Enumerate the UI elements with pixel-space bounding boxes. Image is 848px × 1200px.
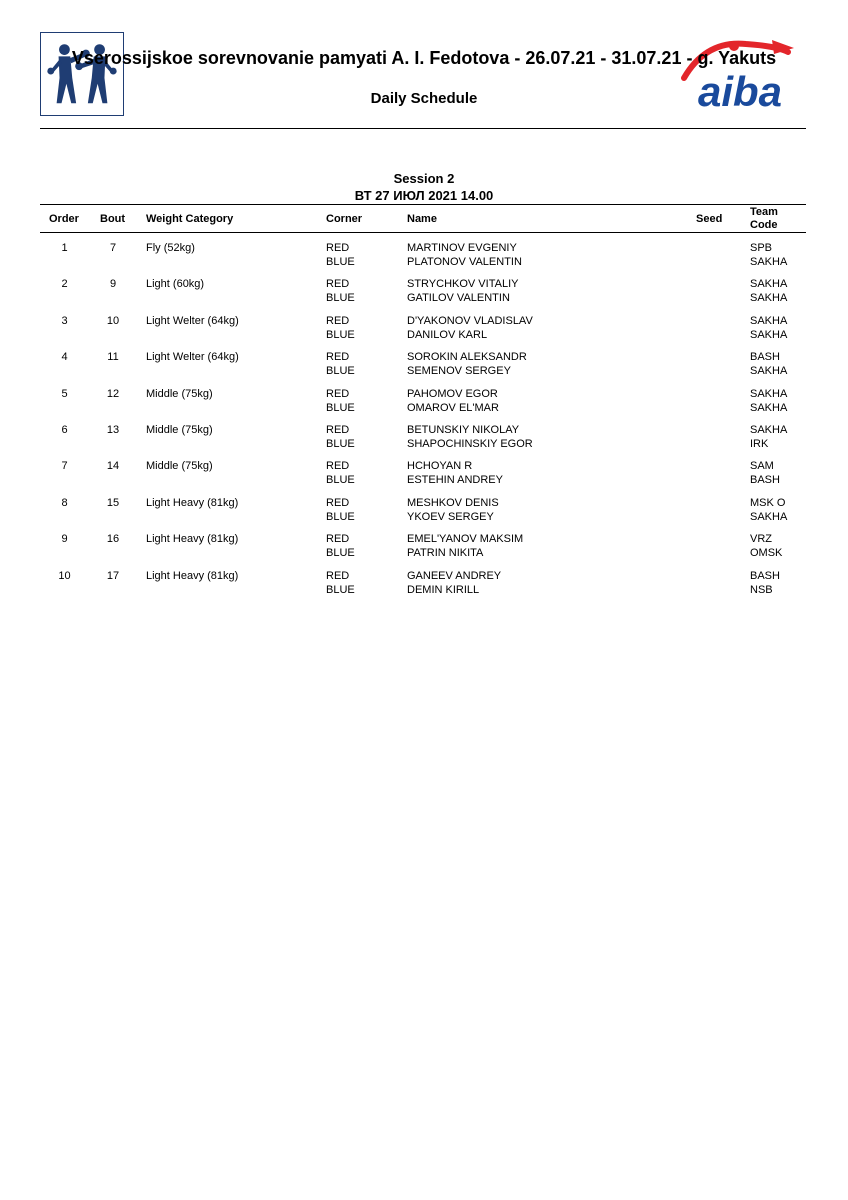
- corner-red-cell: RED: [326, 423, 350, 436]
- bout-cell: 7: [109, 242, 117, 254]
- bout-cell: 16: [106, 533, 120, 546]
- red-boxer-name: SOROKIN ALEKSANDR: [407, 351, 527, 364]
- weight-category-cell: Light Heavy (81kg): [146, 569, 239, 582]
- table-header: [40, 204, 806, 233]
- bout-cell: 12: [106, 387, 120, 400]
- red-team-code: SPB: [750, 242, 773, 254]
- corner-red-cell: RED: [326, 387, 350, 400]
- blue-team-code: IRK: [750, 437, 769, 450]
- red-boxer-name: HCHOYAN R: [407, 460, 473, 473]
- order-cell: 1: [61, 242, 68, 254]
- blue-team-code: NSB: [750, 583, 773, 596]
- header-name: Name: [407, 213, 437, 225]
- corner-blue-cell: BLUE: [326, 474, 355, 487]
- corner-red-cell: RED: [326, 569, 350, 582]
- bout-cell: 10: [106, 314, 120, 327]
- table-row: [40, 241, 806, 277]
- order-cell: 8: [61, 496, 68, 509]
- red-boxer-name: EMEL'YANOV MAKSIM: [407, 533, 524, 546]
- bout-cell: 13: [106, 423, 120, 436]
- header-order: Order: [49, 213, 79, 225]
- blue-boxer-name: DANILOV KARL: [407, 328, 488, 341]
- order-cell: 2: [61, 278, 68, 291]
- red-team-code: BASH: [750, 569, 780, 582]
- corner-blue-cell: BLUE: [326, 547, 355, 560]
- weight-category-cell: Middle (75kg): [146, 423, 213, 436]
- table-row: [40, 387, 806, 423]
- red-team-code: SAKHA: [750, 314, 788, 327]
- blue-boxer-name: SHAPOCHINSKIY EGOR: [407, 437, 533, 450]
- blue-boxer-name: ESTEHIN ANDREY: [407, 474, 503, 487]
- bout-cell: 9: [109, 278, 117, 291]
- header-seed: Seed: [696, 213, 723, 225]
- corner-red-cell: RED: [326, 533, 350, 546]
- header-weight-category: Weight Category: [146, 213, 234, 225]
- corner-blue-cell: BLUE: [326, 401, 355, 414]
- blue-boxer-name: SEMENOV SERGEY: [407, 365, 511, 378]
- corner-blue-cell: BLUE: [326, 365, 355, 378]
- table-row: [40, 314, 806, 350]
- weight-category-cell: Light (60kg): [146, 278, 205, 291]
- bout-list: [40, 241, 806, 605]
- blue-team-code: SAKHA: [750, 510, 788, 523]
- table-row: [40, 350, 806, 386]
- red-team-code: VRZ: [750, 533, 772, 546]
- corner-red-cell: RED: [326, 242, 350, 254]
- corner-blue-cell: BLUE: [326, 437, 355, 450]
- blue-team-code: SAKHA: [750, 401, 788, 414]
- order-cell: 6: [61, 423, 68, 436]
- red-team-code: SAKHA: [750, 387, 788, 400]
- blue-boxer-name: GATILOV VALENTIN: [407, 292, 510, 305]
- red-team-code: SAKHA: [750, 278, 788, 291]
- session-datetime: ВТ 27 ИЮЛ 2021 14.00: [354, 188, 494, 203]
- header-divider: [40, 128, 806, 129]
- blue-boxer-name: PLATONOV VALENTIN: [407, 256, 522, 268]
- session-title: Session 2: [393, 171, 455, 186]
- weight-category-cell: Fly (52kg): [146, 242, 195, 254]
- weight-category-cell: Middle (75kg): [146, 460, 213, 473]
- corner-red-cell: RED: [326, 314, 350, 327]
- red-team-code: BASH: [750, 351, 780, 364]
- weight-category-cell: Light Heavy (81kg): [146, 496, 239, 509]
- blue-boxer-name: PATRIN NIKITA: [407, 547, 484, 560]
- table-row: [40, 459, 806, 495]
- blue-team-code: OMSK: [750, 547, 783, 560]
- red-boxer-name: GANEEV ANDREY: [407, 569, 502, 582]
- corner-blue-cell: BLUE: [326, 256, 355, 268]
- order-cell: 5: [61, 387, 68, 400]
- red-team-code: SAKHA: [750, 423, 788, 436]
- corner-red-cell: RED: [326, 278, 350, 291]
- bout-cell: 14: [106, 460, 120, 473]
- blue-boxer-name: DEMIN KIRILL: [407, 583, 480, 596]
- red-boxer-name: MESHKOV DENIS: [407, 496, 499, 509]
- document-subtitle: Daily Schedule: [370, 90, 478, 107]
- corner-blue-cell: BLUE: [326, 583, 355, 596]
- red-boxer-name: BETUNSKIY NIKOLAY: [407, 423, 520, 436]
- header-bout: Bout: [100, 213, 126, 225]
- bout-cell: 17: [106, 569, 120, 582]
- red-team-code: SAM: [750, 460, 774, 473]
- corner-blue-cell: BLUE: [326, 328, 355, 341]
- corner-red-cell: RED: [326, 460, 350, 473]
- corner-blue-cell: BLUE: [326, 292, 355, 305]
- corner-blue-cell: BLUE: [326, 510, 355, 523]
- blue-team-code: BASH: [750, 474, 780, 487]
- header-corner: Corner: [326, 213, 363, 225]
- corner-red-cell: RED: [326, 351, 350, 364]
- blue-team-code: SAKHA: [750, 328, 788, 341]
- red-boxer-name: PAHOMOV EGOR: [407, 387, 498, 400]
- event-title: Vserossijskoe sorevnovanie pamyati A. I. Fedotova - 26.07.21 - 31.07.21 - g. Yakuts: [71, 48, 777, 68]
- weight-category-cell: Light Heavy (81kg): [146, 533, 239, 546]
- blue-team-code: SAKHA: [750, 292, 788, 305]
- bout-cell: 11: [107, 351, 119, 364]
- red-boxer-name: MARTINOV EVGENIY: [407, 242, 517, 254]
- order-cell: 4: [61, 351, 68, 364]
- corner-red-cell: RED: [326, 496, 350, 509]
- order-cell: 10: [58, 569, 71, 582]
- table-row: [40, 569, 806, 605]
- aiba-logo-text: aiba: [698, 68, 783, 114]
- table-row: [40, 277, 806, 313]
- blue-boxer-name: YKOEV SERGEY: [407, 510, 494, 523]
- red-team-code: MSK O: [750, 496, 786, 509]
- bout-cell: 15: [106, 496, 120, 509]
- order-cell: 3: [61, 314, 68, 327]
- header-team-line1: Team: [750, 206, 778, 218]
- blue-team-code: SAKHA: [750, 256, 788, 268]
- weight-category-cell: Light Welter (64kg): [146, 314, 239, 327]
- header-team-code: [750, 206, 778, 232]
- header-team-line2: Code: [750, 219, 778, 231]
- table-row: [40, 496, 806, 532]
- order-cell: 7: [61, 460, 68, 473]
- weight-category-cell: Light Welter (64kg): [146, 351, 239, 364]
- red-boxer-name: STRYCHKOV VITALIY: [407, 278, 519, 291]
- red-boxer-name: D'YAKONOV VLADISLAV: [407, 314, 533, 327]
- weight-category-cell: Middle (75kg): [146, 387, 213, 400]
- order-cell: 9: [61, 533, 68, 546]
- blue-boxer-name: OMAROV EL'MAR: [407, 401, 499, 414]
- blue-team-code: SAKHA: [750, 365, 788, 378]
- table-row: [40, 423, 806, 459]
- table-row: [40, 532, 806, 568]
